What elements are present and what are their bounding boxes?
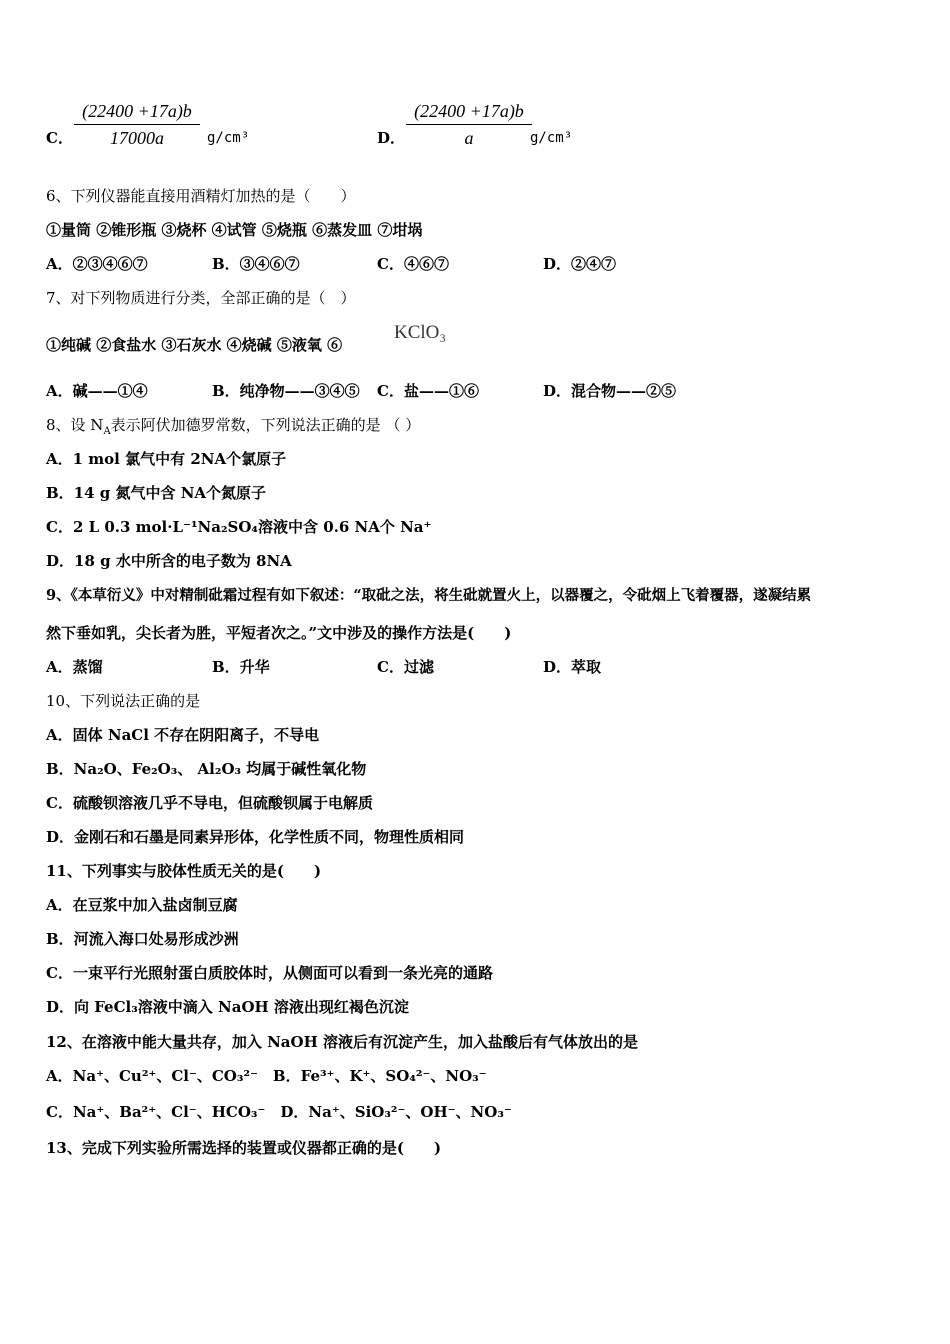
q8-stem xyxy=(46,415,420,442)
q7-kclo3-formula: KClO₃ xyxy=(394,322,447,343)
q11-option-c: C．一束平行光照射蛋白质胶体时，从侧面可以看到一条光亮的通路 xyxy=(46,964,493,982)
q7-option-d: D．混合物——②⑤ xyxy=(543,382,677,400)
q10-option-a: A．固体 NaCl 不存在阴阳离子，不导电 xyxy=(46,726,320,744)
q8-option-b: B．14 g 氮气中含 NA个氮原子 xyxy=(46,484,267,502)
q10-option-b: B．Na₂O、Fe₂O₃、 Al₂O₃ 均属于碱性氧化物 xyxy=(46,760,367,778)
q5-option-c-denominator: 17000a xyxy=(110,128,164,148)
q6-option-b: B．③④⑥⑦ xyxy=(212,255,300,273)
q11-option-a: A．在豆浆中加入盐卤制豆腐 xyxy=(46,896,238,914)
q9-option-a: A．蒸馏 xyxy=(46,658,103,676)
q10-option-d: D．金刚石和石墨是同素异形体，化学性质不同，物理性质相同 xyxy=(46,828,465,846)
q13-stem: 13、完成下列实验所需选择的装置或仪器都正确的是( ) xyxy=(46,1139,442,1157)
q10-stem: 10、下列说法正确的是 xyxy=(46,692,201,710)
q8-stem-pre: 8、设 N xyxy=(46,416,104,434)
q6-option-c: C．④⑥⑦ xyxy=(377,255,449,273)
q5-option-d-numerator: (22400 +17a)b xyxy=(406,98,532,125)
q9-stem-line1: 9、《本草衍义》中对精制砒霜过程有如下叙述：“取砒之法，将生砒就置火上，以器覆之，令砒烟上飞着覆器，遂凝结累 xyxy=(46,587,812,604)
q11-stem: 11、下列事实与胶体性质无关的是( ) xyxy=(46,862,322,880)
q9-option-b: B．升华 xyxy=(212,658,270,676)
q12-options-ab: A．Na⁺、Cu²⁺、Cl⁻、CO₃²⁻ B．Fe³⁺、K⁺、SO₄²⁻、NO₃⁻ xyxy=(46,1067,487,1085)
q8-option-c: C．2 L 0.3 mol·L⁻¹Na₂SO₄溶液中含 0.6 NA个 Na⁺ xyxy=(46,518,432,536)
q8-option-a: A．1 mol 氯气中有 2NA个氯原子 xyxy=(46,450,287,468)
q10-option-c: C．硫酸钡溶液几乎不导电，但硫酸钡属于电解质 xyxy=(46,794,373,812)
q5-option-c-unit: g/cm³ xyxy=(207,130,250,146)
q9-option-c: C．过滤 xyxy=(377,658,434,676)
q7-items: ①纯碱 ②食盐水 ③石灰水 ④烧碱 ⑤液氧 ⑥ xyxy=(46,336,343,354)
q9-stem-line2: 然下垂如乳，尖长者为胜，平短者次之。”文中涉及的操作方法是( ) xyxy=(46,624,512,642)
q8-option-d: D．18 g 水中所含的电子数为 8NA xyxy=(46,552,292,570)
q5-option-d-letter: D． xyxy=(377,129,406,147)
q8-stem-sub: A xyxy=(103,426,111,437)
q12-stem: 12、在溶液中能大量共存，加入 NaOH 溶液后有沉淀产生，加入盐酸后有气体放出的是 xyxy=(46,1033,638,1051)
q11-option-b: B．河流入海口处易形成沙洲 xyxy=(46,930,239,948)
q7-option-c: C．盐——①⑥ xyxy=(377,382,479,400)
q6-option-d: D．②④⑦ xyxy=(543,255,617,273)
q5-option-c-numerator: (22400 +17a)b xyxy=(74,98,200,125)
q5-option-d-fraction xyxy=(406,98,532,151)
q8-stem-post: 表示阿伏加德罗常数，下列说法正确的是 （ ） xyxy=(110,416,421,434)
q6-option-a: A．②③④⑥⑦ xyxy=(46,255,148,273)
q6-stem: 6、下列仪器能直接用酒精灯加热的是（ ） xyxy=(46,187,356,205)
q6-items: ①量筒 ②锥形瓶 ③烧杯 ④试管 ⑤烧瓶 ⑥蒸发皿 ⑦坩埚 xyxy=(46,221,423,239)
q5-option-c-fraction xyxy=(74,98,200,151)
q5-option-d-denominator: a xyxy=(464,128,474,148)
q5-option-c-letter: C． xyxy=(46,129,73,147)
q12-options-cd: C．Na⁺、Ba²⁺、Cl⁻、HCO₃⁻ D．Na⁺、SiO₃²⁻、OH⁻、NO₃⁻ xyxy=(46,1103,512,1121)
q7-option-b: B．纯净物——③④⑤ xyxy=(212,382,360,400)
q11-option-d: D．向 FeCl₃溶液中滴入 NaOH 溶液出现红褐色沉淀 xyxy=(46,998,409,1016)
q5-option-d-unit: g/cm³ xyxy=(530,130,573,146)
q7-option-a: A．碱——①④ xyxy=(46,382,148,400)
q7-stem: 7、对下列物质进行分类，全部正确的是（ ） xyxy=(46,289,356,307)
q9-option-d: D．萃取 xyxy=(543,658,602,676)
